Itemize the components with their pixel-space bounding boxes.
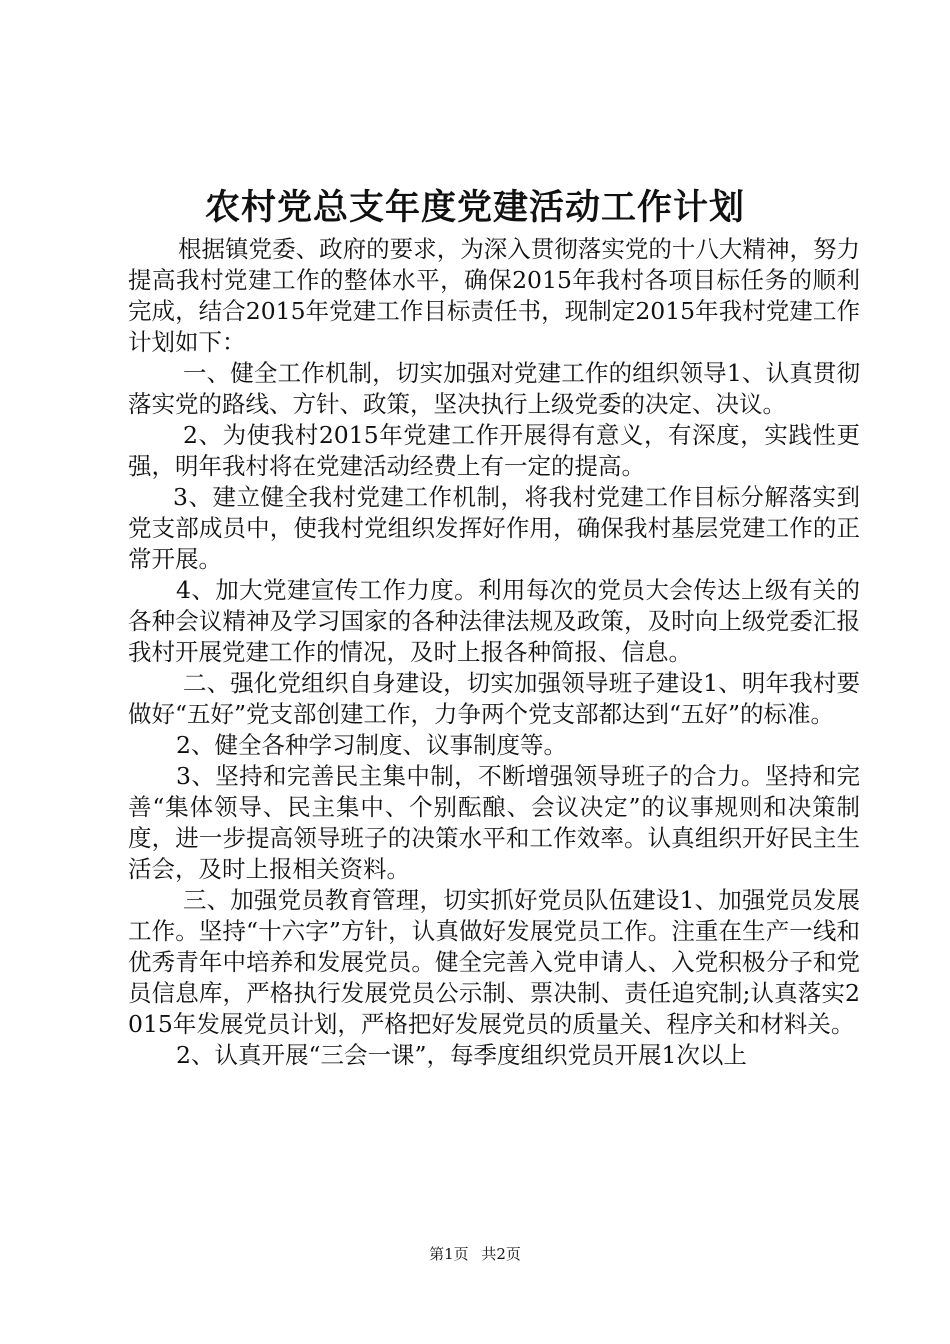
page-footer <box>0 1243 950 1265</box>
paragraph-section-1-item-3: 3、建立健全我村党建工作机制，将我村党建工作目标分解落实到党支部成员中，使我村党组织发挥好作用，确保我村基层党建工作的正常开展。 <box>128 483 860 573</box>
paragraph-intro: 根据镇党委、政府的要求，为深入贯彻落实党的十八大精神，努力提高我村党建工作的整体水平，确保2015年我村各项目标任务的顺利完成，结合2015年党建工作目标责任书，现制定2015年我村党建工作计划如下： <box>128 235 860 356</box>
paragraph-section-1: 一、健全工作机制，切实加强对党建工作的组织领导1、认真贯彻落实党的路线、方针、政策，坚决执行上级党委的决定、决议。 <box>128 359 860 418</box>
paragraph-section-1-item-4: 4、加大党建宣传工作力度。利用每次的党员大会传达上级有关的各种会议精神及学习国家的各种法律法规及政策，及时向上级党委汇报我村开展党建工作的情况，及时上报各种简报、信息。 <box>128 576 860 666</box>
document-title: 农村党总支年度党建活动工作计划 <box>204 187 745 228</box>
paragraph-section-1-item-2: 2、为使我村2015年党建工作开展得有意义，有深度，实践性更强，明年我村将在党建活动经费上有一定的提高。 <box>128 421 860 480</box>
paragraph-section-2-item-3: 3、坚持和完善民主集中制，不断增强领导班子的合力。坚持和完善“集体领导、民主集中、个别酝酿、会议决定”的议事规则和决策制度，进一步提高领导班子的决策水平和工作效率。认真组织开好民主生活会，及时上报相关资料。 <box>128 762 860 883</box>
page-number: 第1页 <box>429 1245 469 1263</box>
paragraph-section-2-item-2: 2、健全各种学习制度、议事制度等。 <box>176 731 567 759</box>
page-total: 共2页 <box>481 1245 521 1263</box>
document-body <box>128 234 860 1071</box>
paragraph-section-2: 二、强化党组织自身建设，切实加强领导班子建设1、明年我村要做好“五好”党支部创建工作，力争两个党支部都达到“五好”的标准。 <box>128 669 860 728</box>
paragraph-section-3: 三、加强党员教育管理，切实抓好党员队伍建设1、加强党员发展工作。坚持“十六字”方针，认真做好发展党员工作。注重在生产一线和优秀青年中培养和发展党员。健全完善入党申请人、入党积极分子和党员信息库，严格执行发展党员公示制、票决制、责任追究制;认真落实2015年发展党员计划，严格把好发展党员的质量关、程序关和材料关。 <box>128 886 860 1038</box>
paragraph-section-3-item-2: 2、认真开展“三会一课”，每季度组织党员开展1次以上 <box>176 1041 747 1069</box>
